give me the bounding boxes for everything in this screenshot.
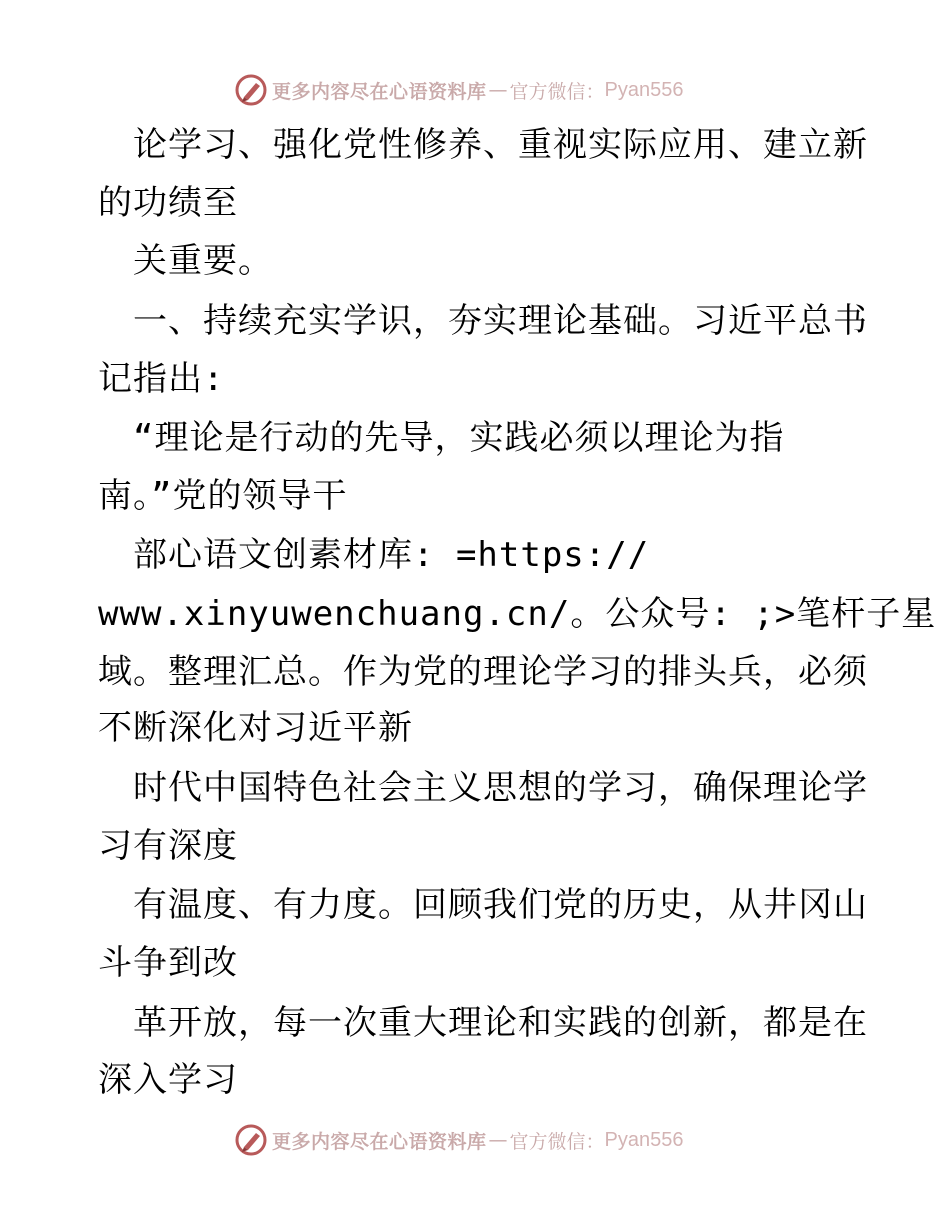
pen-logo-icon [234, 1123, 268, 1157]
body-line-11: 不断深化对习近平新 [98, 708, 413, 748]
body-line-5: 记指出: [98, 359, 225, 399]
body-line-1: 论学习、强化党性修养、重视实际应用、建立新 [98, 125, 868, 165]
header-banner [0, 70, 950, 110]
body-line-4: 一、持续充实学识，夯实理论基础。习近平总书 [98, 301, 868, 341]
body-line-2: 的功绩至 [98, 183, 238, 223]
body-line-9: www.xinyuwenchuang.cn/。公众号: ;>笔杆子星 [98, 594, 937, 634]
body-line-13: 习有深度 [98, 826, 238, 866]
body-line-6: “理论是行动的先导，实践必须以理论为指 [98, 418, 785, 458]
body-line-8: 部心语文创素材库: =https:// [98, 535, 650, 575]
footer-banner-content [234, 1120, 684, 1160]
body-line-12: 时代中国特色社会主义思想的学习，确保理论学 [98, 768, 868, 808]
pen-logo-icon [234, 73, 268, 107]
body-line-7: 南。”党的领导干 [98, 476, 348, 516]
body-line-14: 有温度、有力度。回顾我们党的历史，从井冈山 [98, 885, 868, 925]
header-banner-content [234, 70, 684, 110]
body-line-17: 深入学习 [98, 1060, 238, 1100]
body-line-15: 斗争到改 [98, 943, 238, 983]
footer-banner-separator: — [488, 1129, 508, 1151]
body-line-10: 域。整理汇总。作为党的理论学习的排头兵，必须 [98, 652, 868, 692]
header-wechat-id: Pyan556 [604, 78, 684, 101]
body-line-3: 关重要。 [98, 241, 273, 281]
footer-wechat-label: 官方微信： [509, 1130, 605, 1153]
footer-banner [0, 1120, 950, 1160]
footer-wechat-id: Pyan556 [604, 1128, 684, 1151]
footer-banner-text: 更多内容尽在心语资料库 [272, 1130, 487, 1153]
body-line-16: 革开放，每一次重大理论和实践的创新，都是在 [98, 1003, 868, 1043]
header-wechat-label: 官方微信： [509, 80, 605, 103]
header-banner-separator: — [488, 79, 508, 101]
header-banner-text: 更多内容尽在心语资料库 [272, 80, 487, 103]
